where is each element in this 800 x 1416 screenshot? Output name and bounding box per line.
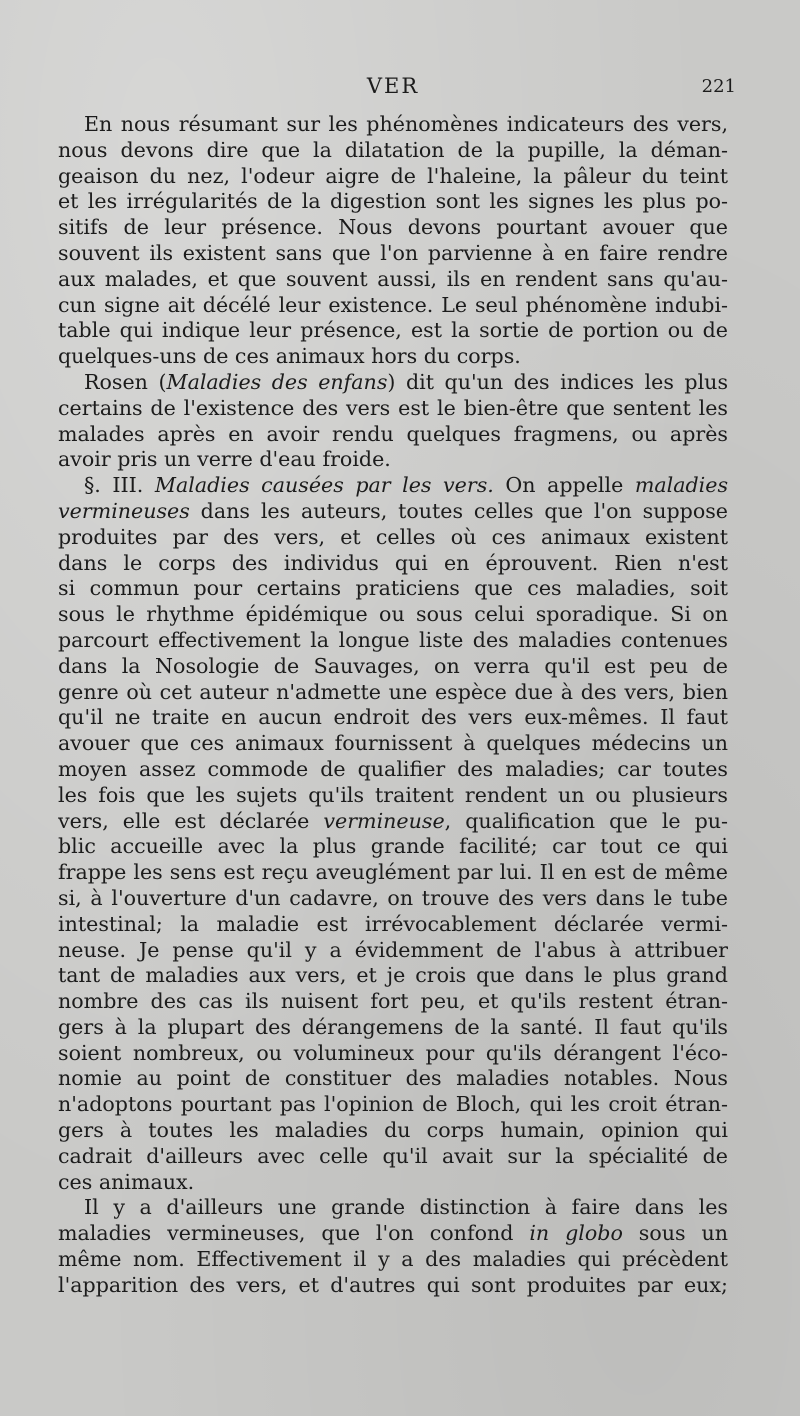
text-segment: Il y a d'ailleurs une grande distinction à faire dans les bbox=[84, 1195, 728, 1220]
text-line bbox=[58, 241, 728, 267]
text-segment: l'apparition des vers, et d'autres qui sont produites par eux; bbox=[58, 1272, 728, 1297]
text-segment: avoir pris un verre d'eau froide. bbox=[58, 447, 391, 472]
text-segment: geaison du nez, l'odeur aigre de l'haleine, la pâleur du teint bbox=[58, 163, 728, 188]
text-segment: En nous résumant sur les phénomènes indicateurs des vers, bbox=[84, 112, 728, 136]
text-segment: les fois que les sujets qu'ils traitent rendent un ou plusieurs bbox=[58, 782, 728, 807]
text-segment: n'adoptons pourtant pas l'opinion de Bloch, qui les croit étran- bbox=[58, 1092, 728, 1117]
page-header bbox=[58, 72, 736, 112]
text-line bbox=[58, 1015, 728, 1041]
text-segment: dans le corps des individus qui en éprouvent. Rien n'est bbox=[58, 550, 728, 575]
text-line bbox=[58, 989, 728, 1015]
text-line bbox=[58, 499, 728, 525]
text-segment: nomie au point de constituer des maladies notables. Nous bbox=[58, 1066, 728, 1091]
text-segment: si, à l'ouverture d'un cadavre, on trouve des vers dans le tube bbox=[58, 885, 728, 910]
text-line bbox=[58, 1144, 728, 1170]
text-line bbox=[58, 1273, 728, 1299]
text-line bbox=[58, 860, 728, 886]
page-number: 221 bbox=[701, 76, 736, 97]
text-line bbox=[58, 757, 728, 783]
text-line bbox=[58, 164, 728, 190]
text-line bbox=[58, 886, 728, 912]
text-line bbox=[58, 1041, 728, 1067]
text-segment: §. III. bbox=[84, 473, 155, 498]
text-segment: On appelle bbox=[493, 473, 635, 498]
text-segment: si commun pour certains praticiens que ces maladies, soit bbox=[58, 576, 728, 601]
text-segment: sous un bbox=[622, 1221, 728, 1246]
text-line bbox=[58, 963, 728, 989]
text-segment: tant de maladies aux vers, et je crois que dans le plus grand bbox=[58, 963, 728, 988]
text-segment: frappe les sens est reçu aveuglément par lui. Il en est de même bbox=[58, 860, 728, 885]
text-line bbox=[58, 680, 728, 706]
italic-text: Maladies des enfans bbox=[166, 369, 388, 394]
text-line bbox=[58, 396, 728, 422]
text-line bbox=[58, 370, 728, 396]
text-segment: sous le rhythme épidémique ou sous celui sporadique. Si on bbox=[58, 602, 728, 627]
text-line bbox=[58, 1195, 728, 1221]
text-segment: avouer que ces animaux fournissent à quelques médecins un bbox=[58, 731, 728, 756]
text-line bbox=[58, 189, 728, 215]
text-line bbox=[58, 1092, 728, 1118]
text-line bbox=[58, 215, 728, 241]
text-segment: sitifs de leur présence. Nous devons pourtant avouer que bbox=[58, 215, 728, 240]
text-segment: moyen assez commode de qualifier des maladies; car toutes bbox=[58, 756, 728, 781]
text-line bbox=[58, 731, 728, 757]
text-segment: produites par des vers, et celles où ces animaux existent bbox=[58, 524, 728, 549]
text-line bbox=[58, 112, 728, 138]
italic-text: vermineuses bbox=[58, 498, 190, 523]
text-line bbox=[58, 138, 728, 164]
text-segment: neuse. Je pense qu'il y a évidemment de l'abus à attribuer bbox=[58, 937, 728, 962]
text-segment: , qualification que le pu- bbox=[444, 808, 728, 833]
text-segment: blic accueille avec la plus grande facilité; car tout ce qui bbox=[58, 834, 728, 859]
text-segment: Rosen ( bbox=[84, 369, 167, 394]
text-line bbox=[58, 938, 728, 964]
text-segment: souvent ils existent sans que l'on parvienne à en faire rendre bbox=[58, 240, 728, 265]
text-segment: intestinal; la maladie est irrévocablement déclarée vermi- bbox=[58, 911, 728, 936]
text-line bbox=[58, 1066, 728, 1092]
text-line bbox=[58, 551, 728, 577]
text-line bbox=[58, 912, 728, 938]
text-segment: soient nombreux, ou volumineux pour qu'ils dérangent l'éco- bbox=[58, 1040, 728, 1065]
text-segment: genre où cet auteur n'admette une espèce due à des vers, bien bbox=[58, 679, 728, 704]
italic-text: in globo bbox=[529, 1221, 623, 1246]
text-line bbox=[58, 267, 728, 293]
text-segment: gers à la plupart des dérangemens de la santé. Il faut qu'ils bbox=[58, 1014, 728, 1039]
text-line bbox=[58, 525, 728, 551]
text-line bbox=[58, 1118, 728, 1144]
italic-text: vermineuse bbox=[323, 808, 445, 833]
text-segment: aux malades, et que souvent aussi, ils en rendent sans qu'au- bbox=[58, 266, 728, 291]
text-segment: nous devons dire que la dilatation de la pupille, la déman- bbox=[58, 137, 728, 162]
text-segment: ces animaux. bbox=[58, 1169, 195, 1194]
text-segment: maladies vermineuses, que l'on confond bbox=[58, 1221, 530, 1246]
italic-text: Maladies causées par les vers. bbox=[154, 473, 494, 498]
text-segment: parcourt effectivement la longue liste des maladies contenues bbox=[58, 627, 728, 652]
text-line bbox=[58, 654, 728, 680]
italic-text: maladies bbox=[634, 473, 728, 498]
text-line bbox=[58, 705, 728, 731]
text-segment: gers à toutes les maladies du corps humain, opinion qui bbox=[58, 1118, 728, 1143]
text-segment: certains de l'existence des vers est le bien-être que sentent les bbox=[58, 395, 728, 420]
text-line bbox=[58, 576, 728, 602]
text-line bbox=[58, 783, 728, 809]
text-segment: et les irrégularités de la digestion sont les signes les plus po- bbox=[58, 189, 728, 214]
body-text bbox=[58, 112, 728, 1299]
text-segment: malades après en avoir rendu quelques fragmens, ou après bbox=[58, 421, 728, 446]
text-line bbox=[58, 628, 728, 654]
text-segment: table qui indique leur présence, est la sortie de portion ou de bbox=[58, 318, 728, 343]
text-segment: dans les auteurs, toutes celles que l'on suppose bbox=[189, 498, 728, 523]
text-line bbox=[58, 809, 728, 835]
text-line bbox=[58, 447, 728, 473]
text-segment: cun signe ait décélé leur existence. Le seul phénomène indubi- bbox=[58, 292, 728, 317]
text-segment: dans la Nosologie de Sauvages, on verra qu'il est peu de bbox=[58, 653, 728, 678]
text-segment: cadrait d'ailleurs avec celle qu'il avait sur la spécialité de bbox=[58, 1143, 728, 1168]
book-page bbox=[58, 72, 736, 1299]
text-line bbox=[58, 1247, 728, 1273]
text-line bbox=[58, 422, 728, 448]
text-segment: nombre des cas ils nuisent fort peu, et qu'ils restent étran- bbox=[58, 989, 728, 1014]
text-line bbox=[58, 293, 728, 319]
text-line bbox=[58, 1221, 728, 1247]
text-line bbox=[58, 834, 728, 860]
text-line bbox=[58, 344, 728, 370]
running-head: VER bbox=[366, 74, 420, 98]
text-line bbox=[58, 473, 728, 499]
text-segment: ) dit qu'un des indices les plus bbox=[387, 369, 728, 394]
text-segment: même nom. Effectivement il y a des maladies qui précèdent bbox=[58, 1247, 728, 1272]
text-line bbox=[58, 602, 728, 628]
text-segment: qu'il ne traite en aucun endroit des vers eux-mêmes. Il faut bbox=[58, 705, 728, 730]
text-line bbox=[58, 1170, 728, 1196]
text-segment: quelques-uns de ces animaux hors du corps. bbox=[58, 344, 521, 369]
text-segment: vers, elle est déclarée bbox=[58, 808, 324, 833]
text-line bbox=[58, 318, 728, 344]
